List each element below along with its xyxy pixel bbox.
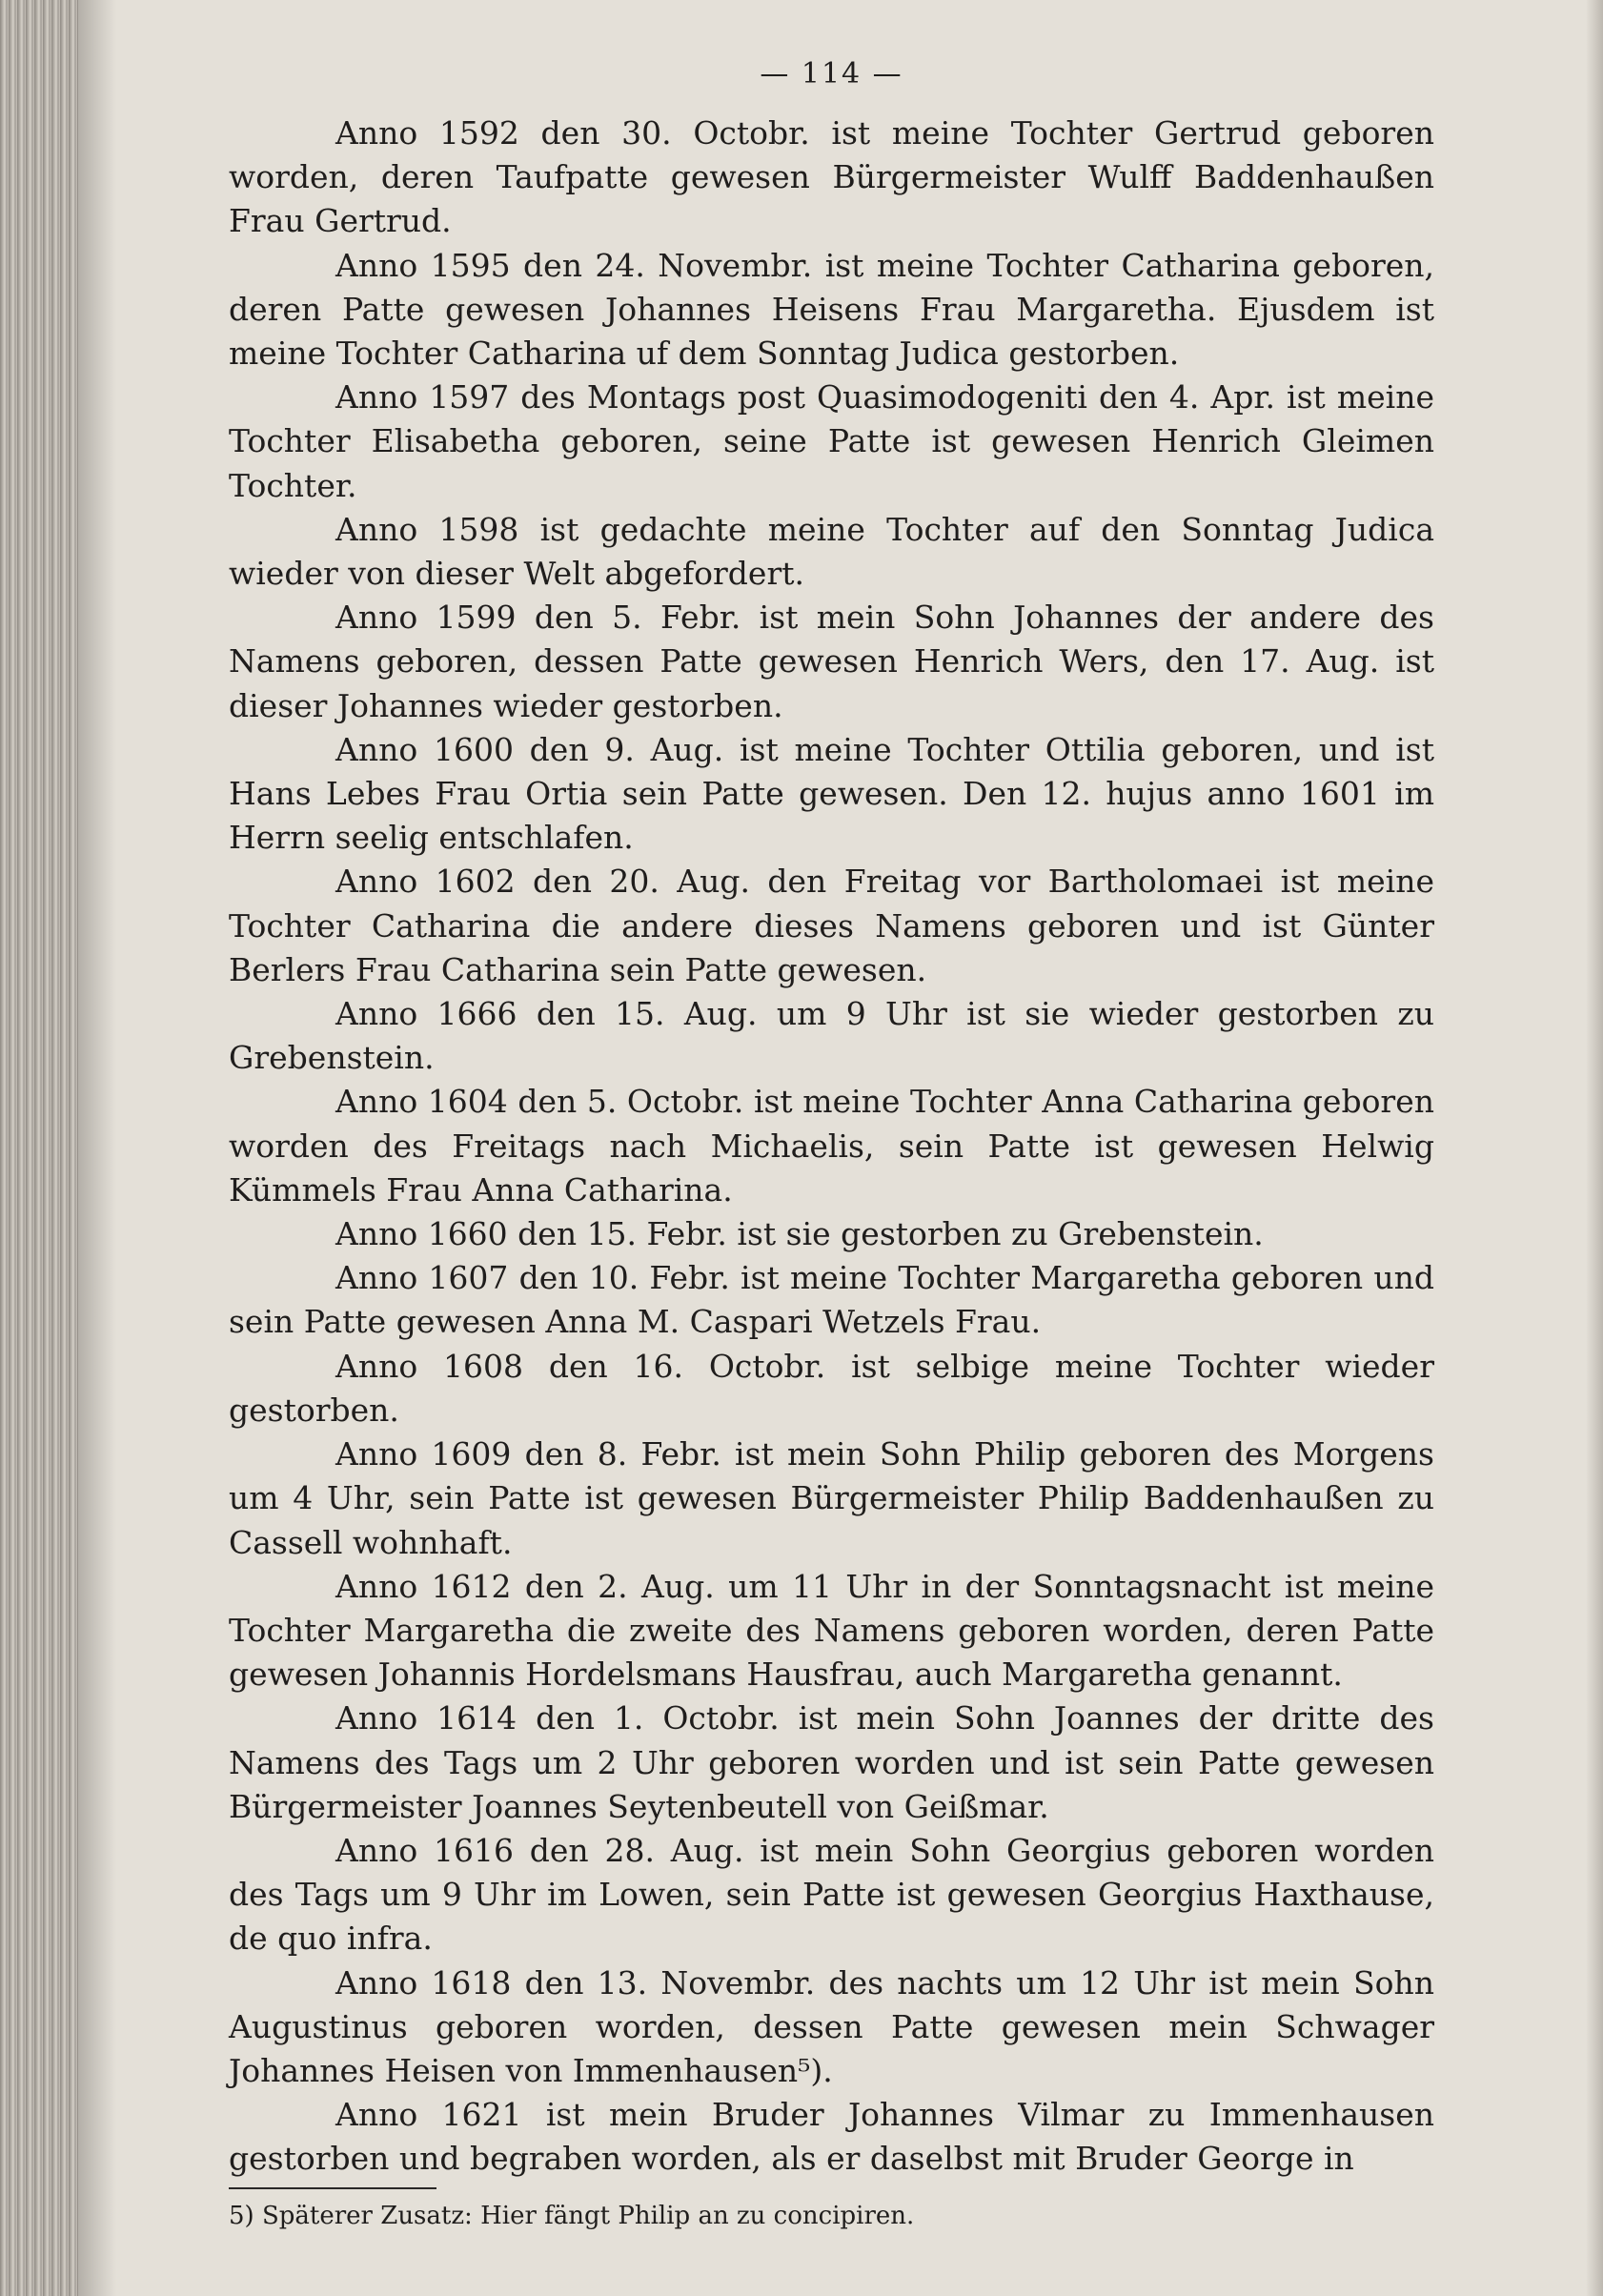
entry-1608: Anno 1608 den 16. Octobr. ist selbige meine Tochter wieder gestorben.	[229, 1347, 1434, 1429]
entry-1614: Anno 1614 den 1. Octobr. ist mein Sohn Joannes der dritte des Namens des Tags um 2 Uhr geboren worden und ist sein Patte gewesen Bürgermeister Joannes Seytenbeutell von Geißmar.	[229, 1699, 1434, 1825]
entry-1602: Anno 1602 den 20. Aug. den Freitag vor Bartholomaei ist meine Tochter Catharina die andere dieses Namens geboren und ist Günter Berlers Frau Catharina sein Patte gewesen.	[229, 863, 1434, 988]
page-edge	[1586, 0, 1603, 2296]
entry-1600: Anno 1600 den 9. Aug. ist meine Tochter Ottilia geboren, und ist Hans Lebes Frau Ortia sein Patte gewesen. Den 12. hujus anno 1601 im Herrn seelig entschlafen.	[229, 730, 1434, 857]
entry-1666: Anno 1666 den 15. Aug. um 9 Uhr ist sie wieder gestorben zu Grebenstein.	[229, 995, 1434, 1077]
footnote: 5) Späterer Zusatz: Hier fängt Philip an zu concipiren.	[229, 2201, 915, 2230]
entry-1618: Anno 1618 den 13. Novembr. des nachts um 12 Uhr ist mein Sohn Augustinus geboren worden, dessen Patte gewesen mein Schwager Johannes Heisen von Immenhausen⁵).	[229, 1963, 1434, 2089]
entry-1621: Anno 1621 ist mein Bruder Johannes Vilmar zu Immenhausen gestorben und begraben worden, als er daselbst mit Bruder George in	[229, 2096, 1434, 2178]
entry-1604: Anno 1604 den 5. Octobr. ist meine Tochter Anna Catharina geboren worden des Freitags nach Michaelis, sein Patte ist gewesen Helwig Kümmels Frau Anna Catharina.	[229, 1083, 1434, 1209]
entry-1598: Anno 1598 ist gedachte meine Tochter auf den Sonntag Judica wieder von dieser Welt abgefordert.	[229, 510, 1434, 593]
gutter-shadow	[78, 0, 116, 2296]
footnote-rule	[229, 2187, 436, 2189]
entry-1660: Anno 1660 den 15. Febr. ist sie gestorben zu Grebenstein.	[335, 1215, 1264, 1253]
entry-1592: Anno 1592 den 30. Octobr. ist meine Tochter Gertrud geboren worden, deren Taufpatte gewesen Bürgermeister Wulff Baddenhaußen Frau Gertrud.	[229, 114, 1434, 240]
entry-1607: Anno 1607 den 10. Febr. ist meine Tochter Margaretha geboren und sein Patte gewesen Anna M. Caspari Wetzels Frau.	[229, 1259, 1434, 1341]
entry-1612: Anno 1612 den 2. Aug. um 11 Uhr in der Sonntagsnacht ist meine Tochter Margaretha die zweite des Namens geboren worden, deren Patte gewesen Johannis Hordelsmans Hausfrau, auch Margaretha genannt.	[229, 1567, 1434, 1694]
page-number: — 114 —	[760, 57, 903, 91]
entry-1595: Anno 1595 den 24. Novembr. ist meine Tochter Catharina geboren, deren Patte gewesen Johannes Heisens Frau Margaretha. Ejusdem ist meine Tochter Catharina uf dem Sonntag Judica gestorben.	[229, 246, 1434, 373]
entry-1616: Anno 1616 den 28. Aug. ist mein Sohn Georgius geboren worden des Tags um 9 Uhr im Lowen, sein Patte ist gewesen Georgius Haxthause, de quo infra.	[229, 1831, 1434, 1958]
entries-body	[229, 112, 1434, 2182]
book-spine	[0, 0, 78, 2296]
entry-1597: Anno 1597 des Montags post Quasimodogeniti den 4. Apr. ist meine Tochter Elisabetha geboren, seine Patte ist gewesen Henrich Gleimen Tochter.	[229, 378, 1434, 504]
entry-1609: Anno 1609 den 8. Febr. ist mein Sohn Philip geboren des Morgens um 4 Uhr, sein Patte ist gewesen Bürgermeister Philip Baddenhaußen zu Cassell wohnhaft.	[229, 1435, 1434, 1561]
page-content	[229, 57, 1434, 2233]
entry-1599: Anno 1599 den 5. Febr. ist mein Sohn Johannes der andere des Namens geboren, dessen Patte gewesen Henrich Wers, den 17. Aug. ist dieser Johannes wieder gestorben.	[229, 599, 1434, 724]
